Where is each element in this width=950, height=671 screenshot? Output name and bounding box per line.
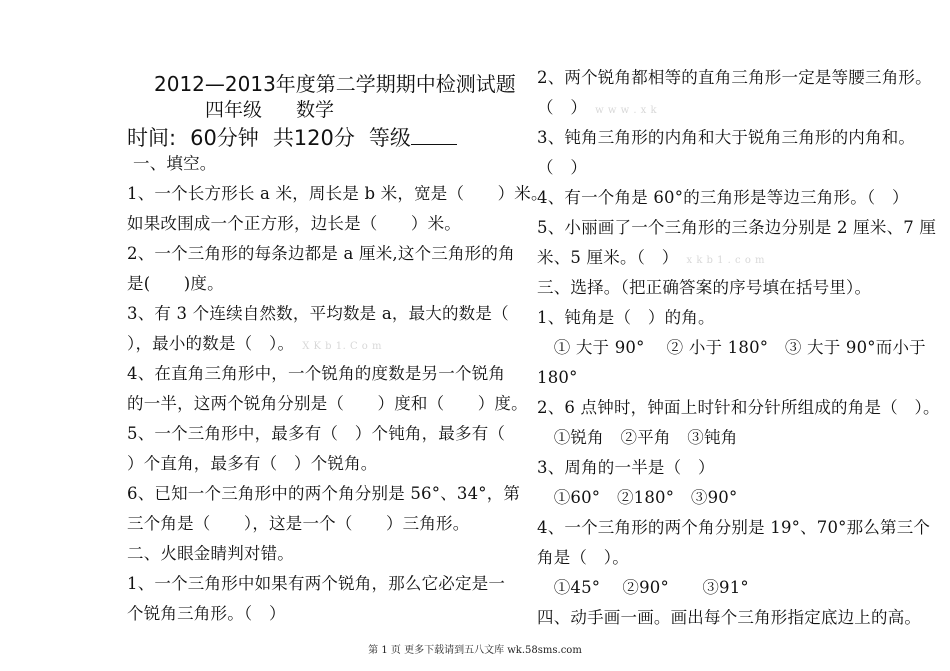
section-heading: 四、动手画一画。画出每个三角形指定底边上的高。: [537, 608, 922, 627]
question-line: 三个角是（ ），这是一个（ ）三角形。: [127, 514, 470, 533]
question-line: [537, 98, 657, 121]
option-line: ①锐角 ②平角 ③钝角: [537, 428, 738, 447]
exam-title: 2012—2013年度第二学期期中检测试题: [154, 72, 516, 96]
question-line: 1、钝角是（ ）的角。: [537, 308, 715, 327]
question-line: 2、6 点钟时，钟面上时针和分针所组成的角是（ ）。: [537, 398, 940, 417]
question-line: 个锐角三角形。（ ）: [127, 604, 286, 623]
option-line: ①45° ②90° ③91°: [537, 578, 749, 597]
question-line: [537, 248, 765, 271]
watermark: x k b 1 . c o m: [686, 255, 765, 266]
question-line: 4、在直角三角形中，一个锐角的度数是另一个锐角: [127, 364, 506, 383]
section-heading: 三、选择。（把正确答案的序号填在括号里）。: [537, 278, 872, 297]
question-text: （ ）: [537, 98, 588, 117]
question-line: 2、两个锐角都相等的直角三角形一定是等腰三角形。: [537, 68, 932, 87]
time-label: 时间:: [127, 126, 177, 150]
question-text: 米、5 厘米。（ ）: [537, 248, 679, 267]
question-line: 角是（ ）。: [537, 548, 629, 567]
page-footer: 第 1 页 更多下载请到五八文库 wk.58sms.com: [368, 645, 582, 656]
question-line: 4、有一个角是 60°的三角形是等边三角形。（ ）: [537, 188, 909, 207]
grade: 四年级: [205, 99, 263, 121]
question-line: ）个直角，最多有（ ）个锐角。: [127, 454, 378, 473]
option-line: ① 大于 90° ② 小于 180° ③ 大于 90°而小于: [537, 338, 926, 357]
question-line: [127, 334, 382, 357]
question-line: （ ）: [537, 158, 588, 177]
question-line: 1、一个长方形长 a 米，周长是 b 米，宽是（ ）米。: [127, 184, 548, 203]
option-line: ①60° ②180° ③90°: [537, 488, 738, 507]
question-line: 4、一个三角形的两个角分别是 19°、70°那么第三个: [537, 518, 931, 537]
question-line: 1、一个三角形中如果有两个锐角，那么它必定是一: [127, 574, 506, 593]
question-line: 是( )度。: [127, 274, 224, 293]
question-line: 3、有 3 个连续自然数，平均数是 a，最大的数是（: [127, 304, 509, 323]
question-line: 5、一个三角形中，最多有（ ）个钝角，最多有（: [127, 424, 506, 443]
question-line: 2、一个三角形的每条边都是 a 厘米,这个三角形的角: [127, 244, 515, 263]
watermark: X K b 1. C o m: [302, 341, 382, 352]
total-score: 共120分: [272, 126, 355, 150]
question-line: 3、周角的一半是（ ）: [537, 458, 715, 477]
question-line: 5、小丽画了一个三角形的三条边分别是 2 厘米、7 厘: [537, 218, 937, 237]
option-line: 180°: [537, 368, 578, 387]
question-text: ），最小的数是（ ）。: [127, 334, 295, 353]
level-blank: [411, 126, 457, 145]
exam-subtitle: [205, 95, 334, 122]
question-line: 如果改围成一个正方形，边长是（ ）米。: [127, 214, 461, 233]
question-line: 6、已知一个三角形中的两个角分别是 56°、34°，第: [127, 484, 521, 503]
duration: 60分钟: [190, 126, 259, 150]
subject: 数学: [296, 99, 335, 121]
question-line: 3、钝角三角形的内角和大于锐角三角形的内角和。: [537, 128, 916, 147]
level-label: 等级: [368, 126, 411, 150]
exam-info-line: [127, 122, 471, 152]
section-heading: 二、火眼金睛判对错。: [127, 544, 294, 563]
section-heading: 一、填空。: [133, 154, 217, 173]
question-line: 的一半，这两个锐角分别是（ ）度和（ ）度。: [127, 394, 528, 413]
watermark: w w w . x k: [595, 105, 658, 116]
